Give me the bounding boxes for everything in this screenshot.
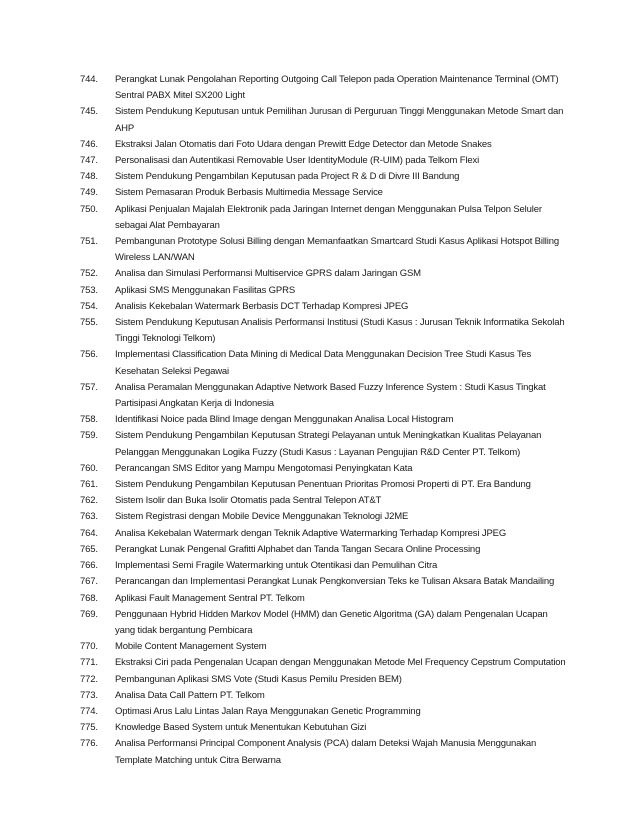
item-number: 750. (80, 203, 98, 215)
item-title: Optimasi Arus Lalu Lintas Jalan Raya Menggunakan Genetic Programming (115, 705, 421, 717)
item-number: 755. (80, 317, 98, 329)
item-title: Analisis Kekebalan Watermark Berbasis DCT Terhadap Kompresi JPEG (115, 300, 409, 312)
item-title: Ekstraksi Ciri pada Pengenalan Ucapan dengan Menggunakan Metode Mel Frequency Cepstrum Computation (115, 657, 566, 669)
list-item (80, 266, 570, 282)
item-number: 771. (80, 657, 98, 669)
item-title: Analisa Data Call Pattern PT. Telkom (115, 689, 265, 701)
item-title: Aplikasi Fault Management Sentral PT. Telkom (115, 592, 305, 604)
list-item (80, 639, 570, 655)
list-item (80, 428, 570, 460)
list-item (80, 574, 570, 590)
list-item (80, 315, 570, 347)
item-number: 744. (80, 74, 98, 85)
item-number: 775. (80, 722, 98, 734)
item-title: Sistem Pendukung Pengambilan Keputusan pada Project R & D di Divre III Bandung (115, 171, 460, 183)
list-item (80, 202, 570, 234)
list-item (80, 461, 570, 477)
item-number: 764. (80, 527, 98, 539)
item-number: 766. (80, 560, 98, 572)
item-title: Knowledge Based System untuk Menentukan Kebutuhan Gizi (115, 722, 367, 734)
list-item (80, 380, 570, 412)
item-title: Sistem Pendukung Keputusan untuk Pemilihan Jurusan di Perguruan Tinggi Menggunakan Metode Smart dan AHP (115, 106, 564, 134)
item-number: 749. (80, 187, 98, 199)
item-number: 753. (80, 284, 98, 296)
item-title: Sistem Registrasi dengan Mobile Device Menggunakan Teknologi J2ME (115, 511, 409, 523)
item-title: Perancangan SMS Editor yang Mampu Mengotomasi Penyingkatan Kata (115, 462, 413, 474)
list-item (80, 672, 570, 688)
item-number: 762. (80, 495, 98, 507)
item-title: Analisa Peramalan Menggunakan Adaptive Network Based Fuzzy Inference System : Studi Kasus Tingkat Partisipasi Angkatan Kerja di Indonesia (115, 381, 546, 410)
item-number: 772. (80, 673, 98, 685)
list-item (80, 720, 570, 736)
item-number: 761. (80, 479, 98, 491)
list-item (80, 509, 570, 525)
item-title: Penggunaan Hybrid Hidden Markov Model (HMM) dan Genetic Algoritma (GA) dalam Pengenalan Ucapan yang tidak bergantung Pembicara (115, 608, 548, 636)
list-item (80, 169, 570, 185)
list-item (80, 137, 570, 153)
item-title: Perancangan dan Implementasi Perangkat Lunak Pengkonversian Teks ke Tulisan Aksara Batak Mandailing (115, 576, 555, 588)
item-title: Identifikasi Noice pada Blind Image dengan Menggunakan Analisa Local Histogram (115, 414, 454, 426)
list-item (80, 104, 570, 136)
item-number: 751. (80, 236, 98, 248)
item-title: Personalisasi dan Autentikasi Removable User IdentityModule (R-UIM) pada Telkom Flexi (115, 155, 480, 167)
item-number: 769. (80, 608, 98, 620)
list-item (80, 347, 570, 379)
item-number: 746. (80, 138, 98, 150)
thesis-title-list (80, 72, 570, 769)
list-item (80, 736, 570, 768)
item-title: Pembangunan Aplikasi SMS Vote (Studi Kasus Pemilu Presiden BEM) (115, 673, 402, 685)
item-number: 747. (80, 155, 98, 167)
item-title: Analisa Performansi Principal Component Analysis (PCA) dalam Deteksi Wajah Manusia Menggunakan Template Matching untuk Citra Berwarna (115, 738, 537, 766)
list-item (80, 704, 570, 720)
item-number: 758. (80, 414, 98, 426)
item-title: Sistem Pemasaran Produk Berbasis Multimedia Message Service (115, 187, 383, 199)
item-title: Implementasi Classification Data Mining di Medical Data Menggunakan Decision Tree Studi Kasus Tes Kesehatan Seleksi Pegawai (115, 349, 532, 377)
item-title: Sistem Isolir dan Buka Isolir Otomatis pada Sentral Telepon AT&T (115, 495, 382, 507)
list-item (80, 493, 570, 509)
item-number: 760. (80, 462, 98, 474)
item-title: Implementasi Semi Fragile Watermarking untuk Otentikasi dan Pemulihan Citra (115, 560, 438, 572)
item-title: Sistem Pendukung Keputusan Analisis Performansi Institusi (Studi Kasus : Jurusan Teknik Informatika Sekolah Tinggi Teknologi Telkom) (115, 317, 565, 345)
list-item (80, 607, 570, 639)
list-item (80, 655, 570, 671)
item-title: Perangkat Lunak Pengenal Grafitti Alphabet dan Tanda Tangan Secara Online Processing (115, 543, 481, 555)
list-item (80, 72, 570, 104)
item-title: Aplikasi Penjualan Majalah Elektronik pada Jaringan Internet dengan Menggunakan Pulsa Telpon Seluler sebagai Alat Pembayaran (115, 203, 542, 231)
item-number: 757. (80, 381, 98, 393)
item-number: 745. (80, 106, 98, 118)
list-item (80, 688, 570, 704)
item-title: Sistem Pendukung Pengambilan Keputusan Penentuan Prioritas Promosi Properti di PT. Era Bandung (115, 479, 531, 491)
item-title: Pembangunan Prototype Solusi Billing dengan Memanfaatkan Smartcard Studi Kasus Aplikasi Hotspot Billing Wireless LAN/WAN (115, 236, 559, 264)
item-number: 756. (80, 349, 98, 361)
item-number: 759. (80, 430, 98, 442)
list-item (80, 153, 570, 169)
item-title: Sistem Pendukung Pengambilan Keputusan Strategi Pelayanan untuk Meningkatkan Kualitas Pelayanan Pelanggan Menggunakan Logika Fuzzy (Studi Kasus : Layanan Pengujian R&D Center PT. Telkom) (115, 430, 542, 458)
list-item (80, 526, 570, 542)
item-number: 754. (80, 300, 98, 312)
list-item (80, 234, 570, 266)
list-item (80, 591, 570, 607)
item-number: 767. (80, 576, 98, 588)
item-title: Mobile Content Management System (115, 641, 267, 653)
item-number: 763. (80, 511, 98, 523)
list-item (80, 558, 570, 574)
list-item (80, 185, 570, 201)
list-item (80, 542, 570, 558)
item-title: Aplikasi SMS Menggunakan Fasilitas GPRS (115, 284, 296, 296)
item-title: Analisa Kekebalan Watermark dengan Teknik Adaptive Watermarking Terhadap Kompresi JPEG (115, 527, 507, 539)
item-title: Perangkat Lunak Pengolahan Reporting Outgoing Call Telepon pada Operation Maintenance Terminal (OMT) Sentral PABX Mitel SX200 Light (115, 74, 559, 102)
list-item (80, 283, 570, 299)
item-title: Ekstraksi Jalan Otomatis dari Foto Udara dengan Prewitt Edge Detector dan Metode Snakes (115, 138, 492, 150)
item-number: 768. (80, 592, 98, 604)
item-number: 748. (80, 171, 98, 183)
item-number: 770. (80, 641, 98, 653)
item-number: 765. (80, 543, 98, 555)
item-number: 773. (80, 689, 98, 701)
item-title: Analisa dan Simulasi Performansi Multiservice GPRS dalam Jaringan GSM (115, 268, 421, 280)
item-number: 774. (80, 705, 98, 717)
item-number: 776. (80, 738, 98, 750)
list-item (80, 477, 570, 493)
list-item (80, 412, 570, 428)
item-number: 752. (80, 268, 98, 280)
list-item (80, 299, 570, 315)
